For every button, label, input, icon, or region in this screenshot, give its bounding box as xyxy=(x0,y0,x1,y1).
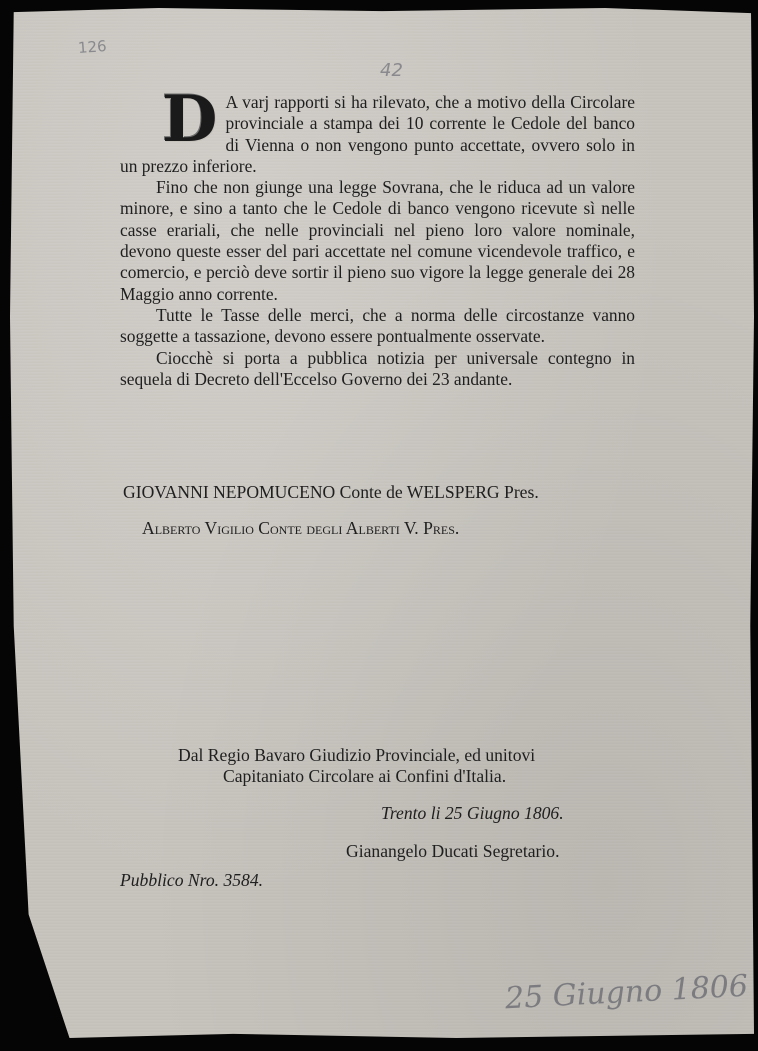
paragraph-2: Fino che non giunge una legge Sovrana, che le riduca ad un valore minore, e sino a tanto che le Cedole di banco vengono ricevute sì nelle casse erariali, che nelle provinciali nel pieno loro valore nominale, devono queste esser del pari accettate nel comune vicendevole traffico, e comercio, e perciò deve sortir il pieno suo vigore la legge generale dei 28 Maggio anno corrente. xyxy=(120,177,635,304)
paragraph-1-text: A varj rapporti si ha rilevato, che a motivo della Circolare provinciale a stampa dei 10 corrente le Cedole del banco di Vienna o non vengono punto accettate, ovvero solo in un prezzo inferiore. xyxy=(120,92,635,176)
vice-president-signature: Alberto Vigilio Conte degli Alberti V. Pres. xyxy=(142,518,460,538)
corner-pencil-note: 126 xyxy=(77,37,108,57)
public-number: Pubblico Nro. 3584. xyxy=(120,870,264,890)
paragraph-4: Ciocchè si porta a pubblica notizia per universale contegno in sequela di Decreto dell'Eccelso Governo dei 23 andante. xyxy=(120,347,635,389)
place-date: Trento li 25 Giugno 1806. xyxy=(381,803,564,823)
president-signature: GIOVANNI NEPOMUCENO Conte de WELSPERG Pres. xyxy=(123,482,539,502)
issuer-line-2: Capitaniato Circolare ai Confini d'Italia. xyxy=(223,766,507,786)
secretary-signature: Gianangelo Ducati Segretario. xyxy=(346,841,560,861)
paragraph-1 xyxy=(120,82,635,177)
notice-body xyxy=(120,82,635,390)
top-pencil-note: 42 xyxy=(380,60,403,81)
handwritten-date: 25 Giugno 1806 xyxy=(504,968,749,1017)
drop-cap: D xyxy=(162,82,218,157)
issuer-line-1: Dal Regio Bavaro Giudizio Provinciale, ed unitovi xyxy=(178,745,536,765)
paragraph-3: Tutte le Tasse delle merci, che a norma delle circostanze vanno soggette a tassazione, devono essere pontualmente osservate. xyxy=(120,304,635,347)
